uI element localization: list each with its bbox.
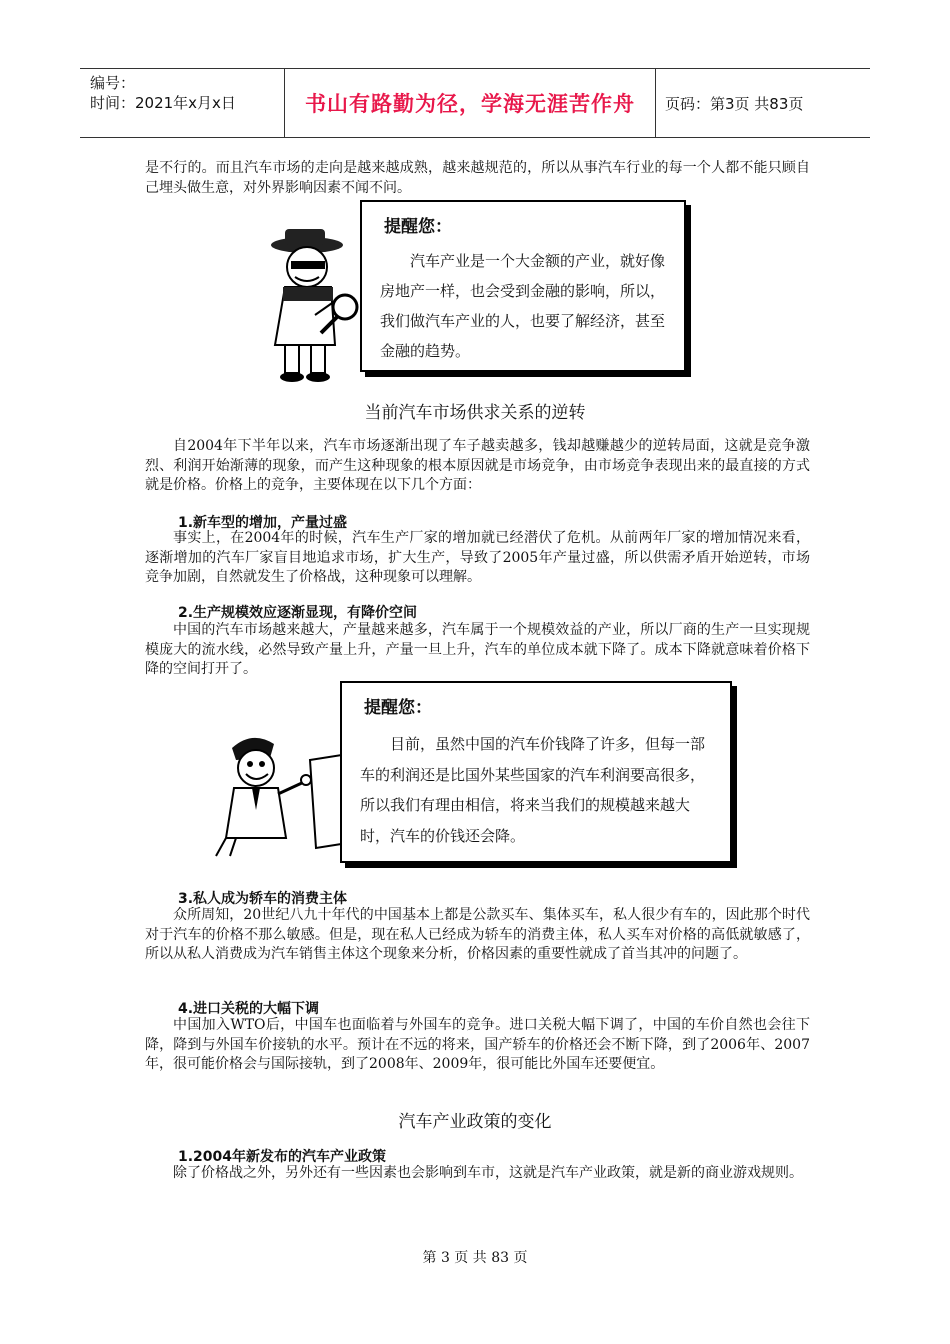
subsection-text: 除了价格战之外，另外还有一些因素也会影响到车市，这就是汽车产业政策，就是新的商业游戏规则。 [173,1165,803,1181]
section-intro: 自2004年下半年以来，汽车市场逐渐出现了车子越卖越多，钱却越赚越少的逆转局面，这就是竞争激烈、利润开始渐薄的现象，而产生这种现象的根本原因就是市场竞争，由市场竞争表现出来的最直接的方式就是价格。价格上的竞争，主要体现在以下几个方面： [145,438,810,493]
detective-cartoon-icon [255,225,370,385]
subsection-title: 2.生产规模效应逐渐显现，有降价空间 [178,605,418,621]
tip-text: 目前，虽然中国的汽车价钱降了许多，但每一部车的利润还是比国外某些国家的汽车利润要高很多，所以我们有理由相信，将来当我们的规模越来越大时，汽车的价钱还会降。 [360,735,706,845]
tip-title: 提醒您： [384,217,452,237]
document-number-label: 编号： [90,74,136,92]
page-header [80,68,870,138]
page-footer: 第 3 页 共 83 页 [422,1250,528,1266]
header-page-label: 页码：第3页 共83页 [665,94,804,113]
subsection-title: 1.2004年新发布的汽车产业政策 [178,1149,387,1165]
tip-box-2 [340,681,732,863]
section-title: 当前汽车市场供求关系的逆转 [364,403,586,423]
header-divider [655,69,656,137]
tip-box-1 [360,200,686,372]
tip-title: 提醒您： [364,698,432,718]
subsection-text: 中国的汽车市场越来越大，产量越来越多，汽车属于一个规模效益的产业，所以厂商的生产一旦实现规模庞大的流水线，必然导致产量上升，产量一旦上升，汽车的单位成本就下降了。成本下降就意味着价格下降的空间打开了。 [145,622,810,677]
subsection-title: 3.私人成为轿车的消费主体 [178,891,348,907]
document-time-label: 时间：2021年x月x日 [90,94,236,112]
subsection-text: 中国加入WTO后，中国车也面临着与外国车的竞争。进口关税大幅下调了，中国的车价自然也会往下降，降到与外国车价接轨的水平。预计在不远的将来，国产轿车的价格还会不断下降，到了2006年、2007年，很可能价格会与国际接轨，到了2008年、2009年，很可能比外国车还要便宜。 [145,1017,810,1072]
tip-text: 汽车产业是一个大金额的产业，就好像房地产一样，也会受到金融的影响，所以，我们做汽车产业的人，也要了解经济，甚至金融的趋势。 [380,252,666,360]
presenter-cartoon-icon [212,730,357,860]
subsection-title: 4.进口关税的大幅下调 [178,1001,320,1017]
subsection-text: 事实上，在2004年的时候，汽车生产厂家的增加就已经潜伏了危机。从前两年厂家的增加情况来看，逐渐增加的汽车厂家盲目地追求市场，扩大生产，导致了2005年产量过盛，所以供需矛盾开始逆转，市场竞争加剧，自然就发生了价格战，这种现象可以理解。 [145,530,810,585]
intro-paragraph: 是不行的。而且汽车市场的走向是越来越成熟，越来越规范的，所以从事汽车行业的每一个人都不能只顾自己埋头做生意，对外界影响因素不闻不问。 [145,160,810,196]
header-motto: 书山有路勤为径，学海无涯苦作舟 [305,92,635,116]
subsection-title: 1.新车型的增加，产量过盛 [178,515,348,531]
section-title: 汽车产业政策的变化 [398,1112,552,1132]
header-meta [90,73,236,113]
subsection-text: 众所周知，20世纪八九十年代的中国基本上都是公款买车、集体买车，私人很少有车的，因此那个时代对于汽车的价格不那么敏感。但是，现在私人已经成为轿车的消费主体，私人买车对价格的高低就敏感了，所以从私人消费成为汽车销售主体这个现象来分析，价格因素的重要性就成了首当其冲的问题了。 [145,907,810,962]
